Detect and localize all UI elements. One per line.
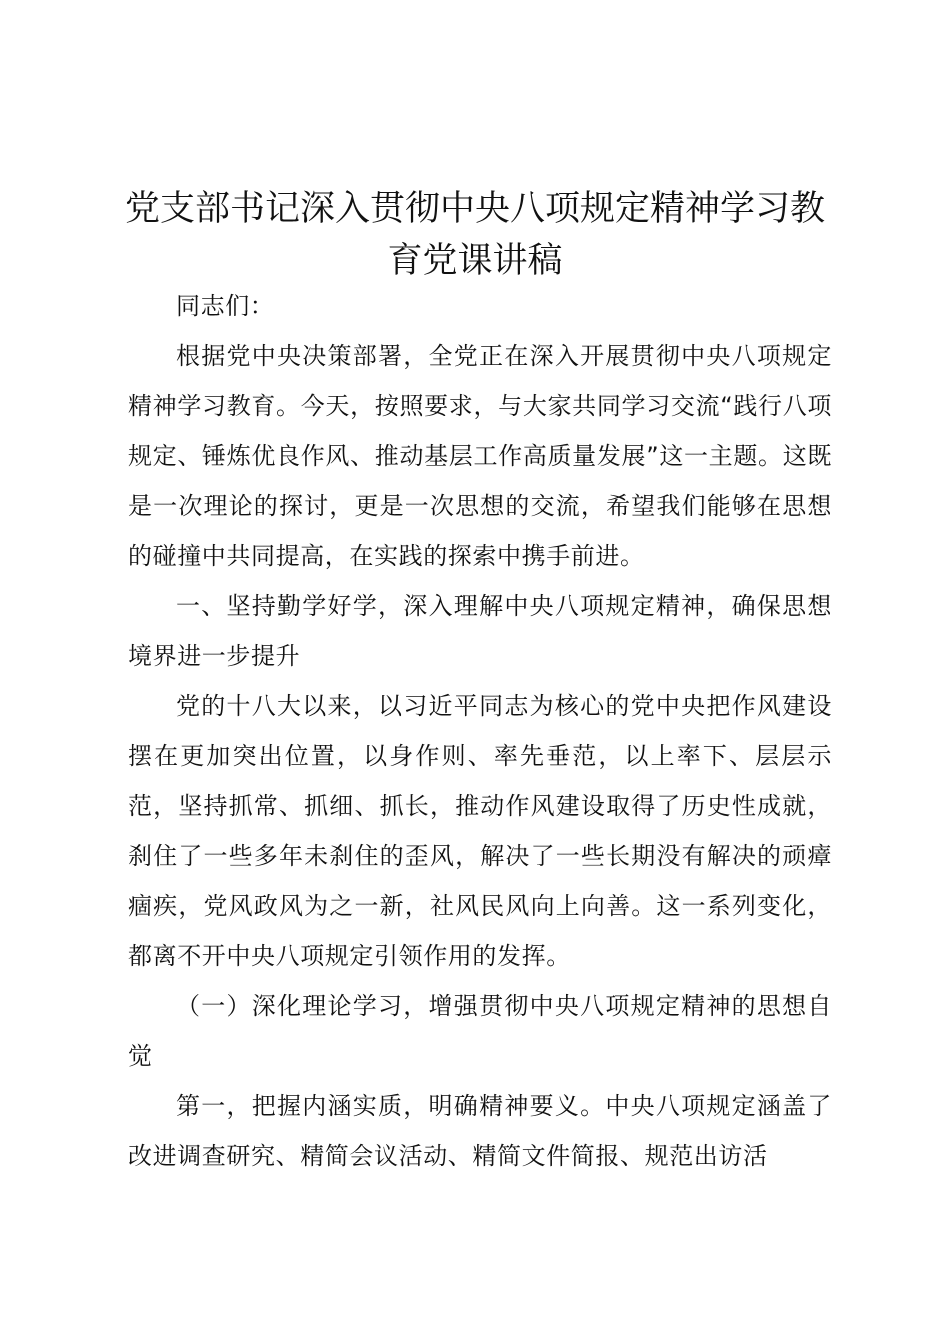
salutation-paragraph: 同志们： xyxy=(176,292,275,320)
intro-paragraph: 根据党中央决策部署，全党正在深入开展贯彻中央八项规定精神学习教育。今天，按照要求，与大家共同学习交流“践行八项规定、锤炼优良作风、推动基层工作高质量发展”这一主题。这既是一次理论的探讨，更是一次思想的交流，希望我们能够在思想的碰撞中共同提高，在实践的探索中携手前进。 xyxy=(128,342,832,570)
document-title: 党支部书记深入贯彻中央八项规定精神学习教育党课讲稿 xyxy=(124,189,825,281)
document-body xyxy=(128,281,832,1181)
body-paragraph: 第一，把握内涵实质，明确精神要义。中央八项规定涵盖了改进调查研究、精简会议活动、精简文件简报、规范出访活 xyxy=(128,1092,832,1170)
body-paragraph: 党的十八大以来，以习近平同志为核心的党中央把作风建设摆在更加突出位置，以身作则、率先垂范，以上率下、层层示范，坚持抓常、抓细、抓长，推动作风建设取得了历史性成就，刹住了一些多年未刹住的歪风，解决了一些长期没有解决的顽瘴痼疾，党风政风为之一新，社风民风向上向善。这一系列变化，都离不开中央八项规定引领作用的发挥。 xyxy=(128,692,832,970)
section-heading-1: 一、坚持勤学好学，深入理解中央八项规定精神，确保思想境界进一步提升 xyxy=(128,592,832,670)
subsection-heading-1: （一）深化理论学习，增强贯彻中央八项规定精神的思想自觉 xyxy=(128,992,832,1070)
